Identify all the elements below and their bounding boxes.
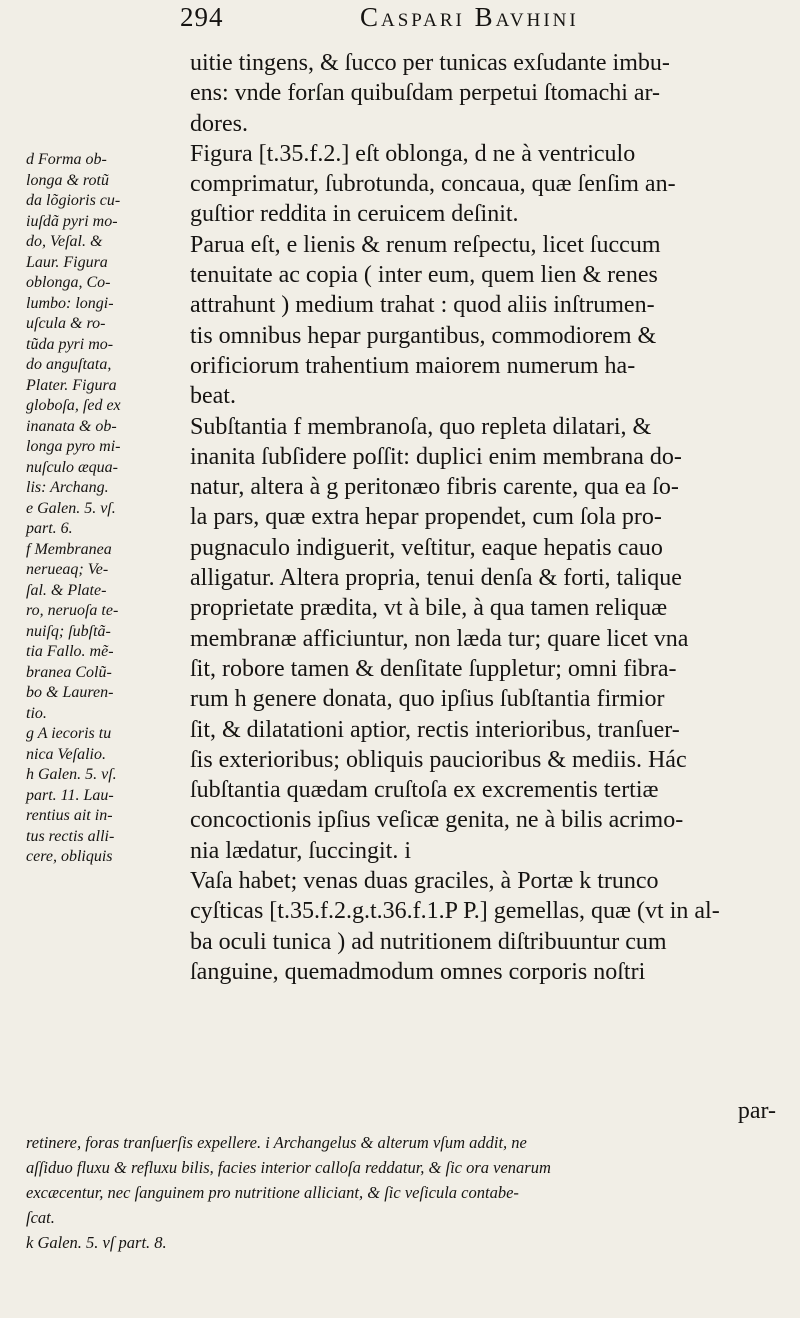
- body-line: beat.: [190, 383, 236, 410]
- body-line: ſubſtantia quædam cruſtoſa ex excrementis tertiæ: [190, 777, 659, 804]
- margin-note-line: iuſdã pyri mo-: [26, 212, 118, 230]
- body-line: proprietate prædita, vt à bile, à qua tamen reliquæ: [190, 595, 668, 622]
- margin-note-line: longa pyro mi-: [26, 438, 121, 455]
- footnotes: [26, 1130, 786, 1255]
- margin-note-line: tũda pyri mo-: [26, 335, 114, 353]
- margin-note-line: lis: Archang.: [26, 479, 109, 496]
- margin-note-line: rentius ait in-: [26, 807, 113, 824]
- margin-note-line: Laur. Figura: [26, 253, 108, 271]
- body-line: tenuitate ac copia ( inter eum, quem lien & renes: [190, 262, 658, 289]
- body-line: ſit, robore tamen & denſitate ſuppletur; omni fibra-: [190, 655, 677, 682]
- footnote-line: retinere, foras tranſuerſis expellere. i Archangelus & alterum vſum addit, ne: [26, 1133, 527, 1152]
- footnote-line: k Galen. 5. vſ part. 8.: [26, 1233, 167, 1252]
- body-line: uitie tingens, & ſucco per tunicas exſudante imbu-: [190, 50, 670, 76]
- body-line: membranæ afficiuntur, non læda tur; quare licet vna: [190, 625, 689, 652]
- margin-note-line: da lõgioris cu-: [26, 192, 121, 209]
- margin-note-line: cere, obliquis: [26, 848, 113, 865]
- margin-note-line: nerueaq; Ve-: [26, 561, 109, 578]
- footnote-line: ſcat.: [26, 1208, 55, 1227]
- margin-note-line: ſal. & Plate-: [26, 581, 107, 599]
- margin-note-line: g A iecoris tu: [26, 725, 112, 742]
- body-line: ſanguine, quemadmodum omnes corporis noſtri: [190, 958, 646, 985]
- body-line: Vaſa habet; venas duas graciles, à Portæ k trunco: [190, 868, 659, 895]
- running-head: Caspari Bavhini: [360, 2, 579, 32]
- margin-note-line: part. 6.: [26, 520, 73, 537]
- body-line: dores.: [190, 110, 248, 137]
- body-line: orificiorum trahentium maiorem numerum ha-: [190, 352, 636, 379]
- marginal-notes: [26, 150, 186, 868]
- margin-note-line: d Forma ob-: [26, 151, 107, 168]
- margin-note-line: Plater. Figura: [26, 376, 117, 394]
- body-line: ſis exterioribus; obliquis paucioribus & mediis. Hác: [190, 746, 687, 773]
- body-line: Parua eſt, e lienis & renum reſpectu, licet ſuccum: [190, 231, 661, 258]
- body-line: guſtior reddita in ceruicem deſinit.: [190, 201, 519, 228]
- body-line: Subſtantia f membranoſa, quo repleta dilatari, &: [190, 413, 652, 440]
- margin-note-line: h Galen. 5. vſ.: [26, 766, 117, 783]
- margin-note-line: bo & Lauren-: [26, 684, 114, 701]
- body-line: rum h genere donata, quo ipſius ſubſtantia firmior: [190, 686, 665, 713]
- body-line: inanita ſubſidere poſſit: duplici enim membrana do-: [190, 443, 682, 470]
- body-line: ba oculi tunica ) ad nutritionem diſtribuuntur cum: [190, 928, 667, 955]
- margin-note-line: nuiſq; ſubſtã-: [26, 622, 111, 640]
- margin-note-line: tio.: [26, 704, 47, 722]
- margin-note-line: uſcula & ro-: [26, 315, 106, 332]
- margin-note-line: nica Veſalio.: [26, 745, 106, 763]
- body-line: ens: vnde forſan quibuſdam perpetui ſtomachi ar-: [190, 80, 661, 107]
- main-text: [190, 48, 770, 987]
- catchword: par-: [737, 1098, 776, 1124]
- margin-note-line: nuſculo æqua-: [26, 458, 118, 476]
- margin-note-line: lumbo: longi-: [26, 294, 114, 312]
- margin-note-line: globoſa, ſed ex: [26, 397, 121, 414]
- margin-note-line: ro, neruoſa te-: [26, 602, 119, 619]
- margin-note-line: do, Veſal. &: [26, 233, 103, 250]
- margin-note-line: f Membranea: [26, 540, 112, 558]
- body-line: comprimatur, ſubrotunda, concaua, quæ ſenſim an-: [190, 171, 676, 198]
- margin-note-line: oblonga, Co-: [26, 274, 111, 291]
- footnote-line: aſſiduo fluxu & refluxu bilis, facies interior calloſa reddatur, & ſic ora venarum: [26, 1158, 551, 1177]
- margin-note-line: do anguſtata,: [26, 356, 112, 373]
- footnote-line: excæcentur, nec ſanguinem pro nutritione alliciant, & ſic veſicula contabe-: [26, 1183, 519, 1202]
- body-line: Figura [t.35.f.2.] eſt oblonga, d ne à ventriculo: [190, 140, 636, 167]
- margin-note-line: e Galen. 5. vſ.: [26, 499, 116, 517]
- body-line: pugnaculo indiguerit, veſtitur, eaque hepatis cauo: [190, 534, 663, 561]
- margin-note-line: inanata & ob-: [26, 417, 117, 435]
- body-line: concoctionis ipſius veſicæ genita, ne à bilis acrimo-: [190, 807, 684, 834]
- body-line: natur, altera à g peritonæo fibris carente, qua ea ſo-: [190, 474, 679, 501]
- page-number: 294: [180, 2, 224, 32]
- body-line: nia lædatur, ſuccingit. i: [190, 837, 411, 864]
- margin-note-line: part. 11. Lau-: [26, 786, 114, 804]
- margin-note-line: tus rectis alli-: [26, 827, 115, 845]
- body-line: la pars, quæ extra hepar propendet, cum ſola pro-: [190, 504, 662, 531]
- margin-note-line: branea Colũ-: [26, 663, 112, 681]
- body-line: tis omnibus hepar purgantibus, commodiorem &: [190, 322, 657, 349]
- body-line: cyſticas [t.35.f.2.g.t.36.f.1.P P.] gemellas, quæ (vt in al-: [190, 898, 720, 925]
- body-line: attrahunt ) medium trahat : quod aliis inſtrumen-: [190, 292, 655, 319]
- body-line: ſit, & dilatationi aptior, rectis interioribus, tranſuer-: [190, 716, 680, 743]
- body-line: alligatur. Altera propria, tenui denſa & forti, talique: [190, 565, 682, 592]
- margin-note-line: longa & rotũ: [26, 171, 109, 189]
- margin-note-line: tia Fallo. mẽ-: [26, 643, 114, 660]
